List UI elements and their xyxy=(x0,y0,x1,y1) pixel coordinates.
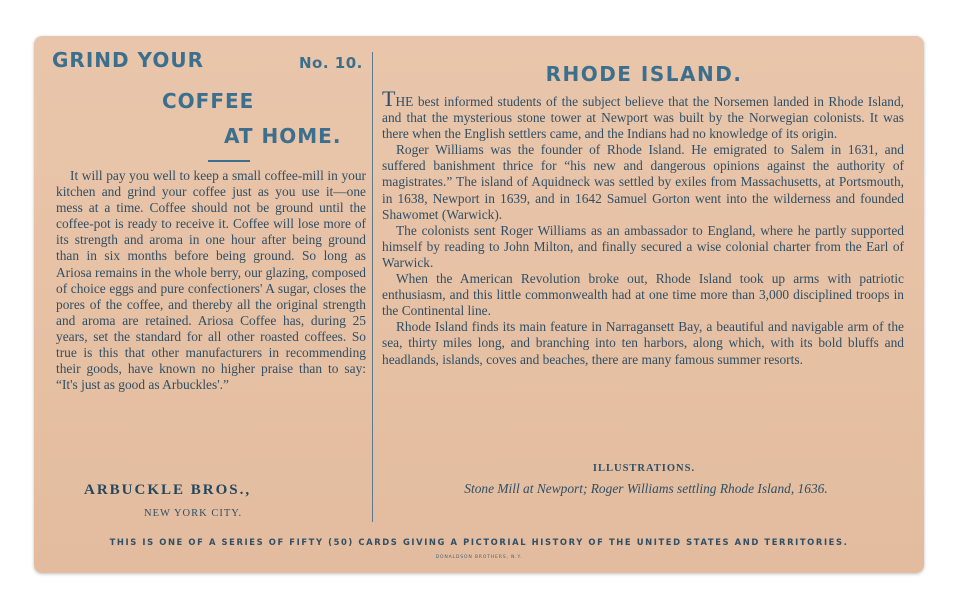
state-title: RHODE ISLAND. xyxy=(545,62,743,86)
heading-line-3: AT HOME. xyxy=(224,124,342,148)
heading-line-1: GRIND YOUR xyxy=(52,48,204,72)
column-divider xyxy=(372,52,373,522)
left-heading xyxy=(52,44,372,154)
card-number: No. 10. xyxy=(299,54,363,72)
trade-card xyxy=(34,36,924,573)
history-paragraph-5: Rhode Island finds its main feature in Narragansett Bay, a beautiful and navigable arm of the sea, thirty miles long, and branching into ten harbors, along which, with its bold bluffs and headlands, islands, coves and beaches, there are many famous summer resorts. xyxy=(382,319,904,367)
advertisement-text xyxy=(56,168,366,393)
company-city: NEW YORK CITY. xyxy=(144,508,243,519)
heading-line-2: COFFEE xyxy=(162,89,255,113)
illustrations-heading: ILLUSTRATIONS. xyxy=(592,463,696,474)
history-paragraph-1: THE best informed students of the subject believe that the Norsemen landed in Rhode Island, and that the mysterious stone tower at Newport was built by the Norwegian colonists. It was there when the English settlers came, and the Indians had no knowledge of its origin. xyxy=(382,86,904,142)
heading-rule xyxy=(208,160,250,162)
company-name: ARBUCKLE BROS., xyxy=(84,482,252,498)
drop-cap: T xyxy=(382,86,396,111)
printer-credit: DONALDSON BROTHERS, N.Y. xyxy=(435,555,523,560)
history-paragraph-2: Roger Williams was the founder of Rhode Island. He emigrated to Salem in 1631, and suffered banishment thrice for “his new and dangerous opinions against the authority of magistrates.” The island of Aquidneck was settled by exiles from Massachusetts, at Portsmouth, in 1638, Newport in 1639, and in 1642 Samuel Gorton went into the wilderness and founded Shawomet (Warwick). xyxy=(382,142,904,222)
history-text xyxy=(382,86,904,368)
advertisement-paragraph: It will pay you well to keep a small coffee-mill in your kitchen and grind your coffee just as you use it—one mess at a time. Coffee should not be ground until the coffee-pot is ready to receive it. Coffee will lose more of its strength and aroma in one hour after being ground than in six months before being ground. So long as Ariosa remains in the whole berry, our glazing, composed of choice eggs and pure confectioners' A sugar, closes the pores of the coffee, and thereby all the original strength and aroma are retained. Ariosa Coffee has, during 25 years, set the standard for all other roasted coffees. So true is this that other manufacturers in recommending their goods, have known no higher praise than to say: “It's just as good as Arbuckles'.” xyxy=(56,168,367,393)
history-paragraph-4: When the American Revolution broke out, Rhode Island took up arms with patriotic enthusiasm, and this little commonwealth had at one time more than 3,000 disciplined troops in the Continental line. xyxy=(382,271,904,319)
series-note: THIS IS ONE OF A SERIES OF FIFTY (50) CARDS GIVING A PICTORIAL HISTORY OF THE UNITED STATES AND TERRITORIES. xyxy=(109,537,849,547)
illustrations-caption: Stone Mill at Newport; Roger Williams settling Rhode Island, 1636. xyxy=(464,481,828,496)
history-paragraph-3: The colonists sent Roger Williams as an ambassador to England, where he partly supported himself by reading to John Milton, and finally secured a wise colonial charter from the Earl of Warwick. xyxy=(382,222,904,270)
